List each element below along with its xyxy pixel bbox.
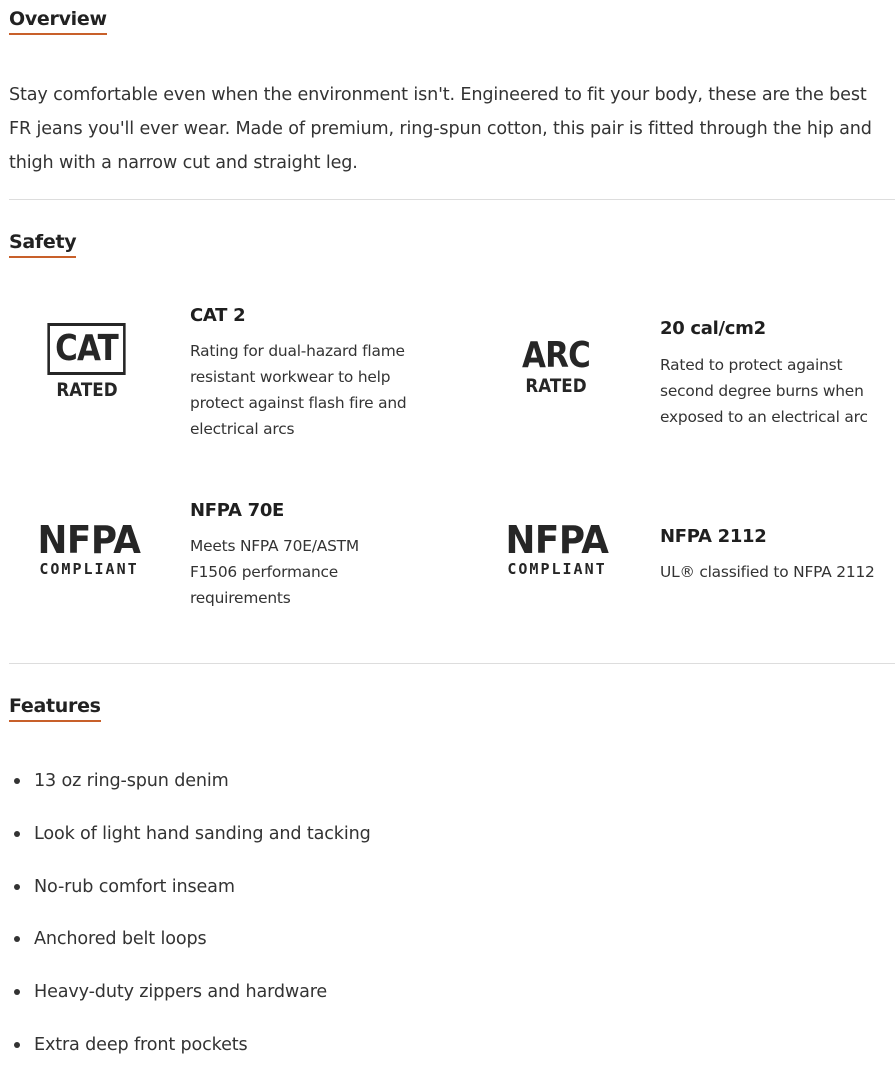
feature-text: Look of light hand sanding and tacking [34,823,371,844]
feature-list-item [9,762,371,815]
nfpa-badge-subtext: COMPLIANT [507,560,607,578]
overview-heading: Overview [9,7,107,35]
feature-text: No-rub comfort inseam [34,876,235,897]
safety-item-title: NFPA 2112 [660,526,767,547]
feature-list-item [9,920,371,973]
feature-list-item [9,815,371,868]
feature-list-item [9,1026,371,1079]
nfpa-badge-text: NFPA [37,518,141,562]
safety-heading: Safety [9,230,76,258]
bullet-icon [14,778,20,784]
cat-badge-subtext: RATED [56,379,118,401]
safety-item-description: Meets NFPA 70E/ASTM F1506 performance requirements [190,537,359,607]
safety-item-description: Rated to protect against second degree burns when exposed to an electrical arc [660,356,868,426]
feature-text: Extra deep front pockets [34,1034,248,1055]
cat-rated-badge [33,323,141,401]
feature-text: 13 oz ring-spun denim [34,771,229,791]
feature-text: Anchored belt loops [34,929,207,950]
feature-list-item [9,868,371,921]
bullet-icon [14,884,20,890]
feature-list-item [9,973,371,1026]
safety-item-title: 20 cal/cm2 [660,318,766,339]
feature-text: Heavy-duty zippers and hardware [34,982,328,1003]
nfpa-compliant-badge [495,520,619,578]
section-divider [9,199,895,200]
nfpa-badge-text: NFPA [505,518,609,562]
bullet-icon [14,989,20,995]
safety-item-title: NFPA 70E [190,500,285,521]
bullet-icon [14,831,20,837]
section-divider [9,663,895,664]
overview-description: Stay comfortable even when the environment isn't. Engineered to fit your body, these are the best FR jeans you'll ever wear. Made of premium, ring-spun cotton, this pair is fitted through the hip and thigh with a narrow cut and straight leg. [9,85,872,173]
features-heading: Features [9,694,101,722]
nfpa-compliant-badge [27,520,151,578]
bullet-icon [14,936,20,942]
arc-badge-text: ARC [522,335,590,376]
bullet-icon [14,1042,20,1048]
safety-item-description: UL® classified to NFPA 2112 [660,563,875,581]
arc-badge-subtext: RATED [525,375,587,397]
safety-item-description: Rating for dual-hazard flame resistant workwear to help protect against flash fire and electrical arcs [190,342,407,438]
nfpa-badge-subtext: COMPLIANT [39,560,139,578]
safety-item-title: CAT 2 [190,305,246,326]
arc-rated-badge [500,337,612,397]
cat-badge-text: CAT [48,323,126,375]
features-list [9,762,371,1079]
